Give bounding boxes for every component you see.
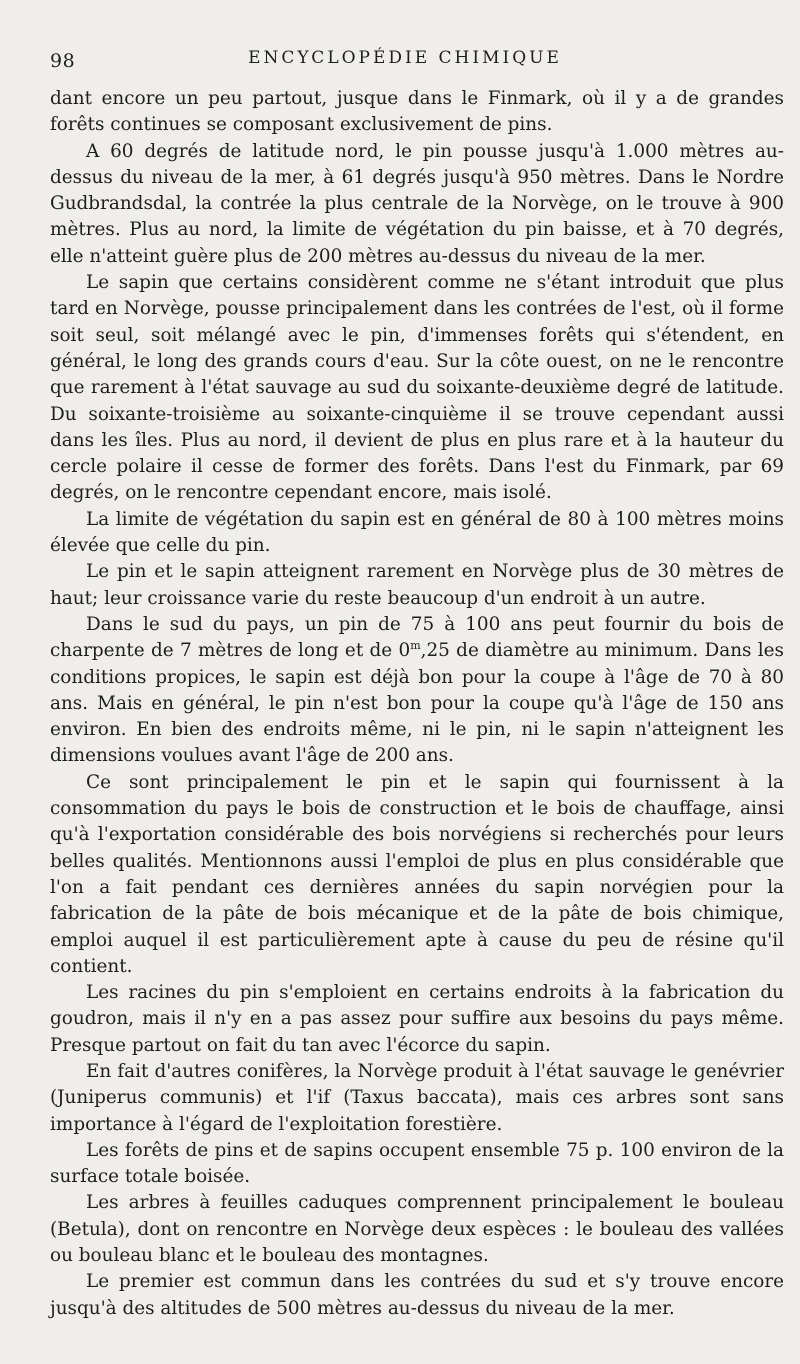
paragraph: dant encore un peu partout, jusque dans le Finmark, où il y a de grandes forêts continues se composant exclusivement de pins. [50, 88, 784, 136]
body-text [50, 86, 784, 1322]
paragraph [50, 612, 784, 770]
running-title: ENCYCLOPÉDIE CHIMIQUE [248, 48, 562, 68]
paragraph: Les forêts de pins et de sapins occupent ensemble 75 p. 100 environ de la surface totale boisée. [50, 1139, 784, 1188]
page-header [50, 44, 760, 74]
paragraph: La limite de végétation du sapin est en général de 80 à 100 mètres moins élevée que celle du pin. [50, 508, 784, 557]
paragraph: Le pin et le sapin atteignent rarement en Norvège plus de 30 mètres de haut; leur croissance varie du reste beaucoup d'un endroit à un autre. [50, 561, 784, 609]
paragraph: Le premier est commun dans les contrées du sud et s'y trouve encore jusqu'à des altitudes de 500 mètres au-dessus du niveau de la mer. [50, 1271, 784, 1319]
unit-superscript: m [410, 639, 421, 653]
paragraph: Les arbres à feuilles caduques comprennent principalement le bouleau (Betula), dont on rencontre en Norvège deux espèces : le bouleau des vallées ou bouleau blanc et le bouleau des montagnes. [50, 1192, 784, 1267]
paragraph-text-part: Dans le sud du pays, un pin de 75 à 100 ans peut fournir du bois de charpente de 7 mètres de long et de 0 [50, 613, 784, 662]
paragraph-text-part: ,25 de diamètre au minimum. Dans les conditions propices, le sapin est déjà bon pour la coupe à l'âge de 70 à 80 ans. Mais en général, le pin n'est bon pour la coupe qu'à l'âge de 150 ans environ. En bien des endroits même, ni le pin, ni le sapin n'atteignent les dimensions voulues avant l'âge de 200 ans. [50, 640, 784, 767]
paragraph: Ce sont principalement le pin et le sapin qui fournissent à la consommation du pays le bois de construction et le bois de chauffage, ainsi qu'à l'exportation considérable des bois norvégiens si recherchés pour leurs belles qualités. Mentionnons aussi l'emploi de plus en plus considérable que l'on a fait pendant ces dernières années du sapin norvégien pour la fabrication de la pâte de bois mécanique et de la pâte de bois chimique, emploi auquel il est particulièrement apte à cause du peu de résine qu'il contient. [50, 771, 784, 977]
paragraph: A 60 degrés de latitude nord, le pin pousse jusqu'à 1.000 mètres au-dessus du niveau de la mer, à 61 degrés jusqu'à 950 mètres. Dans le Nordre Gudbrandsdal, la contrée la plus centrale de la Norvège, on le trouve à 900 mètres. Plus au nord, la limite de végétation du pin baisse, et à 70 degrés, elle n'atteint guère plus de 200 mètres au-dessus du niveau de la mer. [50, 140, 784, 267]
paragraph: En fait d'autres conifères, la Norvège produit à l'état sauvage le genévrier (Juniperus communis) et l'if (Taxus baccata), mais ces arbres sont sans importance à l'égard de l'exploitation forestière. [50, 1060, 784, 1135]
paragraph: Les racines du pin s'emploient en certains endroits à la fabrication du goudron, mais il n'y en a pas assez pour suffire aux besoins du pays même. Presque partout on fait du tan avec l'écorce du sapin. [50, 982, 784, 1056]
paragraph: Le sapin que certains considèrent comme ne s'étant introduit que plus tard en Norvège, pousse principalement dans les contrées de l'est, où il forme soit seul, soit mélangé avec le pin, d'immenses forêts qui s'étendent, en général, le long des grands cours d'eau. Sur la côte ouest, on ne le rencontre que rarement à l'état sauvage au sud du soixante-deuxième degré de latitude. Du soixante-troisième au soixante-cinquième il se trouve cependant aussi dans les îles. Plus au nord, il devient de plus en plus rare et à la hauteur du cercle polaire il cesse de former des forêts. Dans l'est du Finmark, par 69 degrés, on le rencontre cependant encore, mais isolé. [50, 272, 784, 504]
page-number: 98 [50, 50, 76, 72]
